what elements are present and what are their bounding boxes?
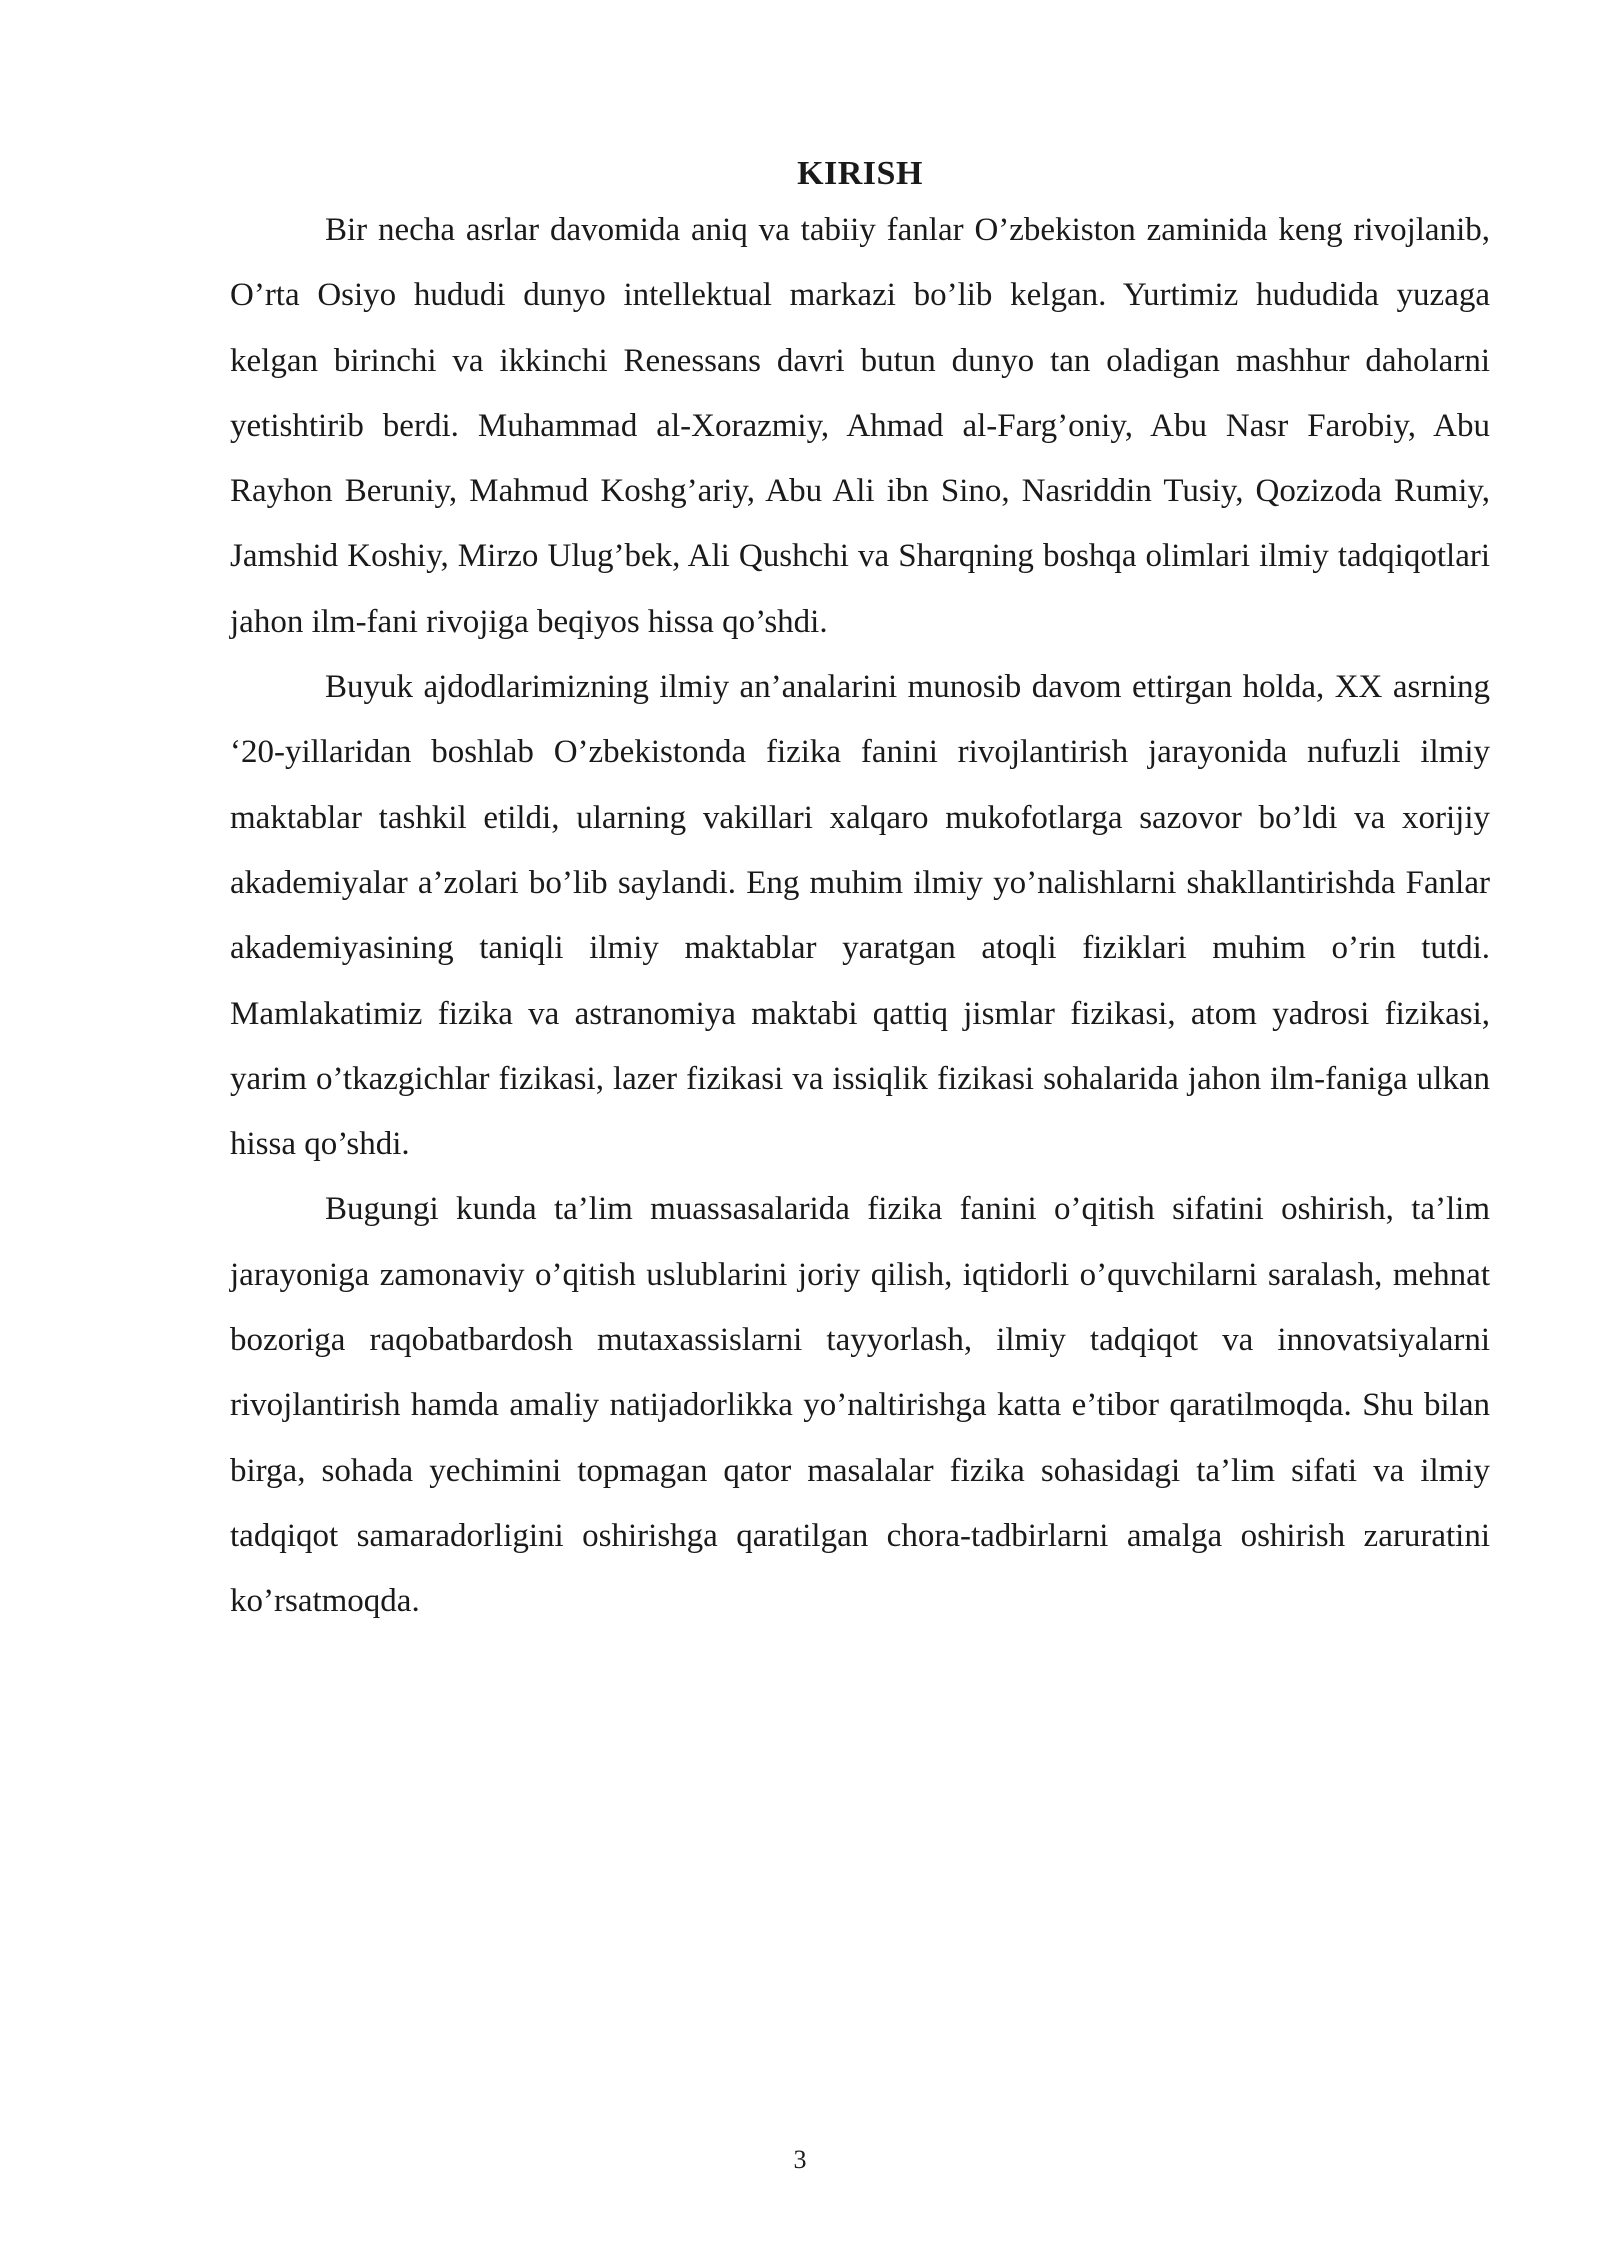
paragraph-1: Bir necha asrlar davomida aniq va tabiiy fanlar O’zbekiston zaminida keng rivojlanib, O’rta Osiyo hududi dunyo intellektual markazi bo’lib kelgan. Yurtimiz hududida yuzaga kelgan birinchi va ikkinchi Renessans davri butun dunyo tan oladigan mashhur daholarni yetishtirib berdi. Muhammad al-Xorazmiy, Ahmad al-Farg’oniy, Abu Nasr Farobiy, Abu Rayhon Beruniy, Mahmud Koshg’ariy, Abu Ali ibn Sino, Nasriddin Tusiy, Qozizoda Rumiy, Jamshid Koshiy, Mirzo Ulug’bek, Ali Qushchi va Sharqning boshqa olimlari ilmiy tadqiqotlari jahon ilm-fani rivojiga beqiyos hissa qo’shdi. — [230, 212, 1490, 640]
page-number: 3 — [793, 2145, 807, 2174]
section-title: KIRISH — [797, 155, 923, 192]
paragraph-2: Buyuk ajdodlarimizning ilmiy an’analarini munosib davom ettirgan holda, XX asrning ‘20-yillaridan boshlab O’zbekistonda fizika fanini rivojlantirish jarayonida nufuzli ilmiy maktablar tashkil etildi, ularning vakillari xalqaro mukofotlarga sazovor bo’ldi va xorijiy akademiyalar a’zolari bo’lib saylandi. Eng muhim ilmiy yo’nalishlarni shakllantirishda Fanlar akademiyasining taniqli ilmiy maktablar yaratgan atoqli fiziklari muhim o’rin tutdi. Mamlakatimiz fizika va astranomiya maktabi qattiq jismlar fizikasi, atom yadrosi fizikasi, yarim o’tkazgichlar fizikasi, lazer fizikasi va issiqlik fizikasi sohalarida jahon ilm-faniga ulkan hissa qo’shdi. — [230, 669, 1490, 1163]
paragraph-3: Bugungi kunda ta’lim muassasalarida fizika fanini o’qitish sifatini oshirish, ta’lim jarayoniga zamonaviy o’qitish uslublarini joriy qilish, iqtidorli o’quvchilarni saralash, mehnat bozoriga raqobatbardosh mutaxassislarni tayyorlash, ilmiy tadqiqot va innovatsiyalarni rivojlantirish hamda amaliy natijadorlikka yo’naltirishga katta e’tibor qaratilmoqda. Shu bilan birga, sohada yechimini topmagan qator masalalar fizika sohasidagi ta’lim sifati va ilmiy tadqiqot samaradorligini oshirishga qaratilgan chora-tadbirlarni amalga oshirish zaruratini ko’rsatmoqda. — [230, 1191, 1490, 1620]
page-content — [230, 150, 1490, 1635]
